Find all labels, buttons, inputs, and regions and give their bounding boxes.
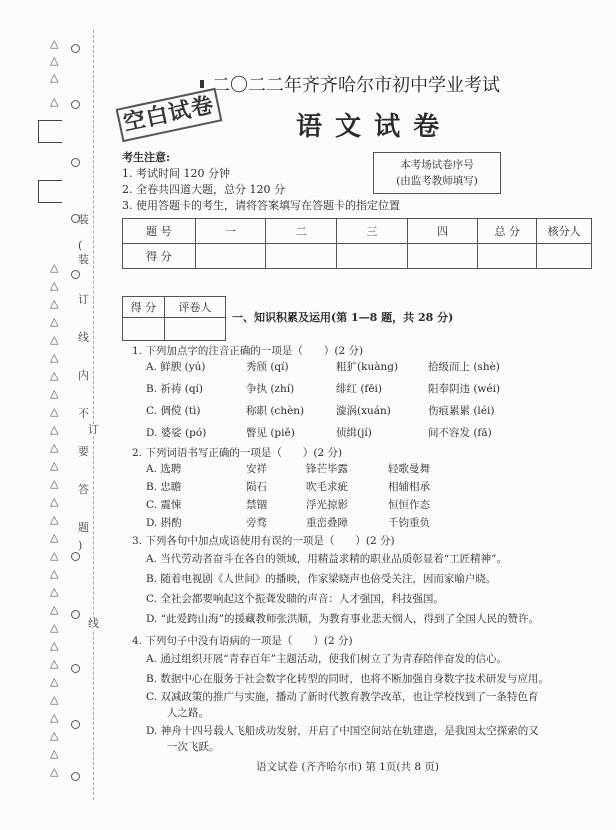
q1-option: D. 婆娑 (pó) — [146, 427, 207, 439]
binding-hole-icon — [71, 664, 80, 673]
triangle-mark-icon: △ — [50, 54, 59, 67]
score-cell — [195, 244, 266, 269]
binding-dashed-line — [93, 30, 94, 800]
q1-option: 阳奉阴违 (wéi) — [428, 383, 501, 395]
triangle-mark-icon: △ — [50, 495, 59, 508]
binding-hole-icon — [71, 720, 80, 729]
score-header-cell: 题 号 — [123, 219, 196, 244]
binding-hole-icon — [71, 158, 80, 167]
score-row-label: 得 分 — [123, 244, 196, 269]
triangle-mark-icon: △ — [50, 95, 59, 108]
triangle-mark-icon: △ — [50, 369, 59, 382]
triangle-mark-icon: △ — [50, 261, 59, 274]
q1-option: C. 倜傥 (tì) — [146, 405, 201, 417]
score-header-cell: 四 — [407, 219, 478, 244]
q1-option: 争执 (zhí) — [246, 383, 295, 395]
serial-number-box — [373, 152, 501, 194]
gutter-label: 答 — [78, 483, 89, 496]
q1-option: 绯红 (fēi) — [336, 383, 382, 395]
grader-cell — [123, 318, 165, 341]
q1-option: B. 祈祷 (qí) — [146, 383, 204, 395]
triangle-mark-icon: △ — [50, 765, 59, 778]
q1-option: 侦缉(jí) — [336, 427, 372, 439]
gutter-line — [38, 202, 62, 203]
triangle-mark-icon: △ — [50, 387, 59, 400]
exam-title: 二〇二二年齐齐哈尔市初中学业考试 — [212, 75, 500, 96]
q2-option: 旁骛 — [246, 517, 267, 529]
q1-option: 伤痕累累 (léi) — [428, 405, 495, 417]
side-label-xian: 线 — [88, 617, 99, 630]
binding-hole-icon — [71, 270, 80, 279]
triangle-mark-icon: △ — [50, 441, 59, 454]
gutter-label: 线 — [78, 331, 89, 344]
score-cell — [407, 244, 478, 269]
score-table — [122, 218, 592, 269]
q4-option-cont: 一次飞跃。 — [146, 741, 220, 753]
triangle-mark-icon: △ — [50, 657, 59, 670]
q4-option: A. 通过组织开展“青春百年”主题活动，使我们树立了为青春陪伴奋发的信心。 — [146, 653, 507, 665]
gutter-bracket — [38, 180, 79, 202]
score-cell — [478, 244, 537, 269]
corner-mark — [200, 80, 204, 88]
score-header-cell: 一 — [195, 219, 266, 244]
binding-gutter — [0, 0, 100, 830]
gutter-label: ( — [78, 239, 83, 252]
q2-option: 安祥 — [246, 463, 267, 475]
q1-option: 拾级而上 (shè) — [428, 361, 500, 373]
note-item: 1. 考试时间 120 分钟 — [122, 167, 230, 180]
q1-option: 称职 (chèn) — [246, 405, 305, 417]
q2-option: 相辅相承 — [388, 481, 430, 493]
triangle-mark-icon: △ — [50, 315, 59, 328]
score-cell — [266, 244, 337, 269]
triangle-mark-icon: △ — [50, 531, 59, 544]
q2-option: D. 斟酌 — [146, 517, 182, 529]
q1-option: 漩涡(xuán) — [336, 405, 391, 417]
q2-option: 恒恒作态 — [388, 499, 430, 511]
q2-option: 千钧重负 — [388, 517, 430, 529]
gutter-label: 要 — [78, 445, 89, 458]
triangle-mark-icon: △ — [50, 693, 59, 706]
triangle-mark-icon: △ — [50, 279, 59, 292]
q2-stem: 2. 下列词语书写正确的一项是（ ）(2 分) — [132, 447, 343, 459]
q4-option: D. 神舟十四号载人飞船成功发射，开启了中国空间站在轨建造，是我国太空探索的又 — [146, 725, 539, 737]
triangle-mark-icon: △ — [50, 459, 59, 472]
binding-hole-icon — [71, 772, 80, 781]
gutter-label: 不 — [78, 407, 89, 420]
triangle-mark-icon: △ — [50, 603, 59, 616]
gutter-label: 内 — [78, 369, 89, 382]
gutter-label: 装 — [78, 253, 89, 266]
serial-line-1: 本考场试卷序号 — [400, 159, 474, 171]
gutter-label: ) — [78, 539, 83, 552]
score-header-cell: 总 分 — [478, 219, 537, 244]
blank-paper-stamp: 空白试卷 — [116, 88, 223, 142]
triangle-mark-icon: △ — [50, 729, 59, 742]
q1-option: 间不容发 (fā) — [428, 427, 492, 439]
q1-option: 瞥见 (piě) — [246, 427, 295, 439]
q3-stem: 3. 下列各句中加点成语使用有误的一项是（ ）(2 分) — [132, 535, 395, 547]
note-item: 2. 全卷共四道大题，总分 120 分 — [122, 183, 285, 196]
grader-cell — [164, 318, 225, 341]
q2-option: C. 震悚 — [146, 499, 182, 511]
gutter-bracket — [38, 120, 79, 142]
side-label-ding: 订 — [88, 423, 99, 436]
q2-option: 禁锢 — [246, 499, 267, 511]
binding-hole-icon — [71, 44, 80, 53]
q2-option: 吹毛求疵 — [306, 481, 348, 493]
triangle-mark-icon: △ — [50, 297, 59, 310]
q3-option: A. 当代劳动者奋斗在各自的领域，用精益求精的职业品质彰显着“工匠精神”。 — [146, 553, 507, 565]
gutter-line — [38, 180, 62, 181]
triangle-mark-icon: △ — [50, 333, 59, 346]
gutter-label: 装 — [78, 213, 89, 226]
grader-header-cell: 得 分 — [123, 297, 165, 318]
q1-option: A. 鲜腴 (yú) — [146, 361, 206, 373]
q2-option: A. 选聘 — [146, 463, 182, 475]
gutter-line — [38, 120, 62, 121]
gutter-label: 题 — [78, 521, 89, 534]
page-footer: 语文试卷 (齐齐哈尔市) 第 1页(共 8 页) — [256, 761, 439, 773]
triangle-mark-icon: △ — [50, 71, 59, 84]
q2-option: 轻歌曼舞 — [388, 463, 430, 475]
triangle-mark-icon: △ — [50, 423, 59, 436]
score-cell — [337, 244, 408, 269]
q3-option: D. “此爱跨山海”的援藏教师张洪顺，为教育事业悲天悯人，得到了全国人民的赞许。 — [146, 613, 539, 625]
q3-option: B. 随着电视剧《人世间》的播映，作家梁晓声也倍受关注，因而家喻户晓。 — [146, 573, 497, 585]
notes-heading: 考生注意: — [122, 151, 171, 164]
score-header-cell: 三 — [337, 219, 408, 244]
triangle-mark-icon: △ — [50, 567, 59, 580]
triangle-mark-icon: △ — [50, 585, 59, 598]
q4-option: B. 数据中心在服务于社会数字化转型的同时，也将不断加强自身数字技术研发与应用。 — [146, 673, 549, 685]
binding-hole-icon — [71, 610, 80, 619]
triangle-mark-icon: △ — [50, 621, 59, 634]
triangle-mark-icon: △ — [50, 639, 59, 652]
triangle-mark-icon: △ — [50, 351, 59, 364]
binding-hole-icon — [71, 100, 80, 109]
triangle-mark-icon: △ — [50, 747, 59, 760]
triangle-mark-icon: △ — [50, 477, 59, 490]
q2-option: B. 忠瞻 — [146, 481, 182, 493]
triangle-mark-icon: △ — [50, 549, 59, 562]
score-header-cell: 核分人 — [537, 219, 592, 244]
q2-option: 浮光掠影 — [306, 499, 348, 511]
binding-hole-icon — [71, 552, 80, 561]
serial-line-2: (由监考教师填写) — [396, 175, 478, 187]
triangle-mark-icon: △ — [50, 675, 59, 688]
q1-option: 秀颀 (qí) — [246, 361, 289, 373]
q4-option: C. 双减政策的推广与实施，播动了新时代教育教学改革，也让学校找到了一条特色育 — [146, 691, 539, 703]
q4-option-cont: 人之路。 — [146, 707, 209, 719]
q1-option: 粗犷(kuàng) — [336, 361, 399, 373]
q2-option: 重峦叠障 — [306, 517, 348, 529]
q2-option: 陨石 — [246, 481, 267, 493]
section-1-title: 一、知识积累及运用(第 1—8 题，共 28 分) — [232, 311, 454, 324]
grader-table — [122, 296, 226, 341]
q4-stem: 4. 下列句子中没有语病的一项是（ ）(2 分) — [132, 635, 353, 647]
triangle-mark-icon: △ — [50, 405, 59, 418]
triangle-mark-icon: △ — [50, 711, 59, 724]
score-header-cell: 二 — [266, 219, 337, 244]
gutter-line — [38, 142, 62, 143]
q2-option: 锋芒毕露 — [306, 463, 348, 475]
q1-stem: 1. 下列加点字的注音正确的一项是（ ）(2 分) — [132, 345, 364, 357]
triangle-mark-icon: △ — [50, 37, 59, 50]
triangle-mark-icon: △ — [50, 513, 59, 526]
gutter-label: 订 — [78, 293, 89, 306]
note-item: 3. 使用答题卡的考生，请将答案填写在答题卡的指定位置 — [122, 199, 400, 212]
subject-title: 语 文 试 卷 — [296, 112, 442, 142]
q3-option: C. 全社会都要响起这个振聋发聩的声音：人才强国，科技强国。 — [146, 593, 444, 605]
score-cell — [537, 244, 592, 269]
grader-header-cell: 评卷人 — [164, 297, 225, 318]
